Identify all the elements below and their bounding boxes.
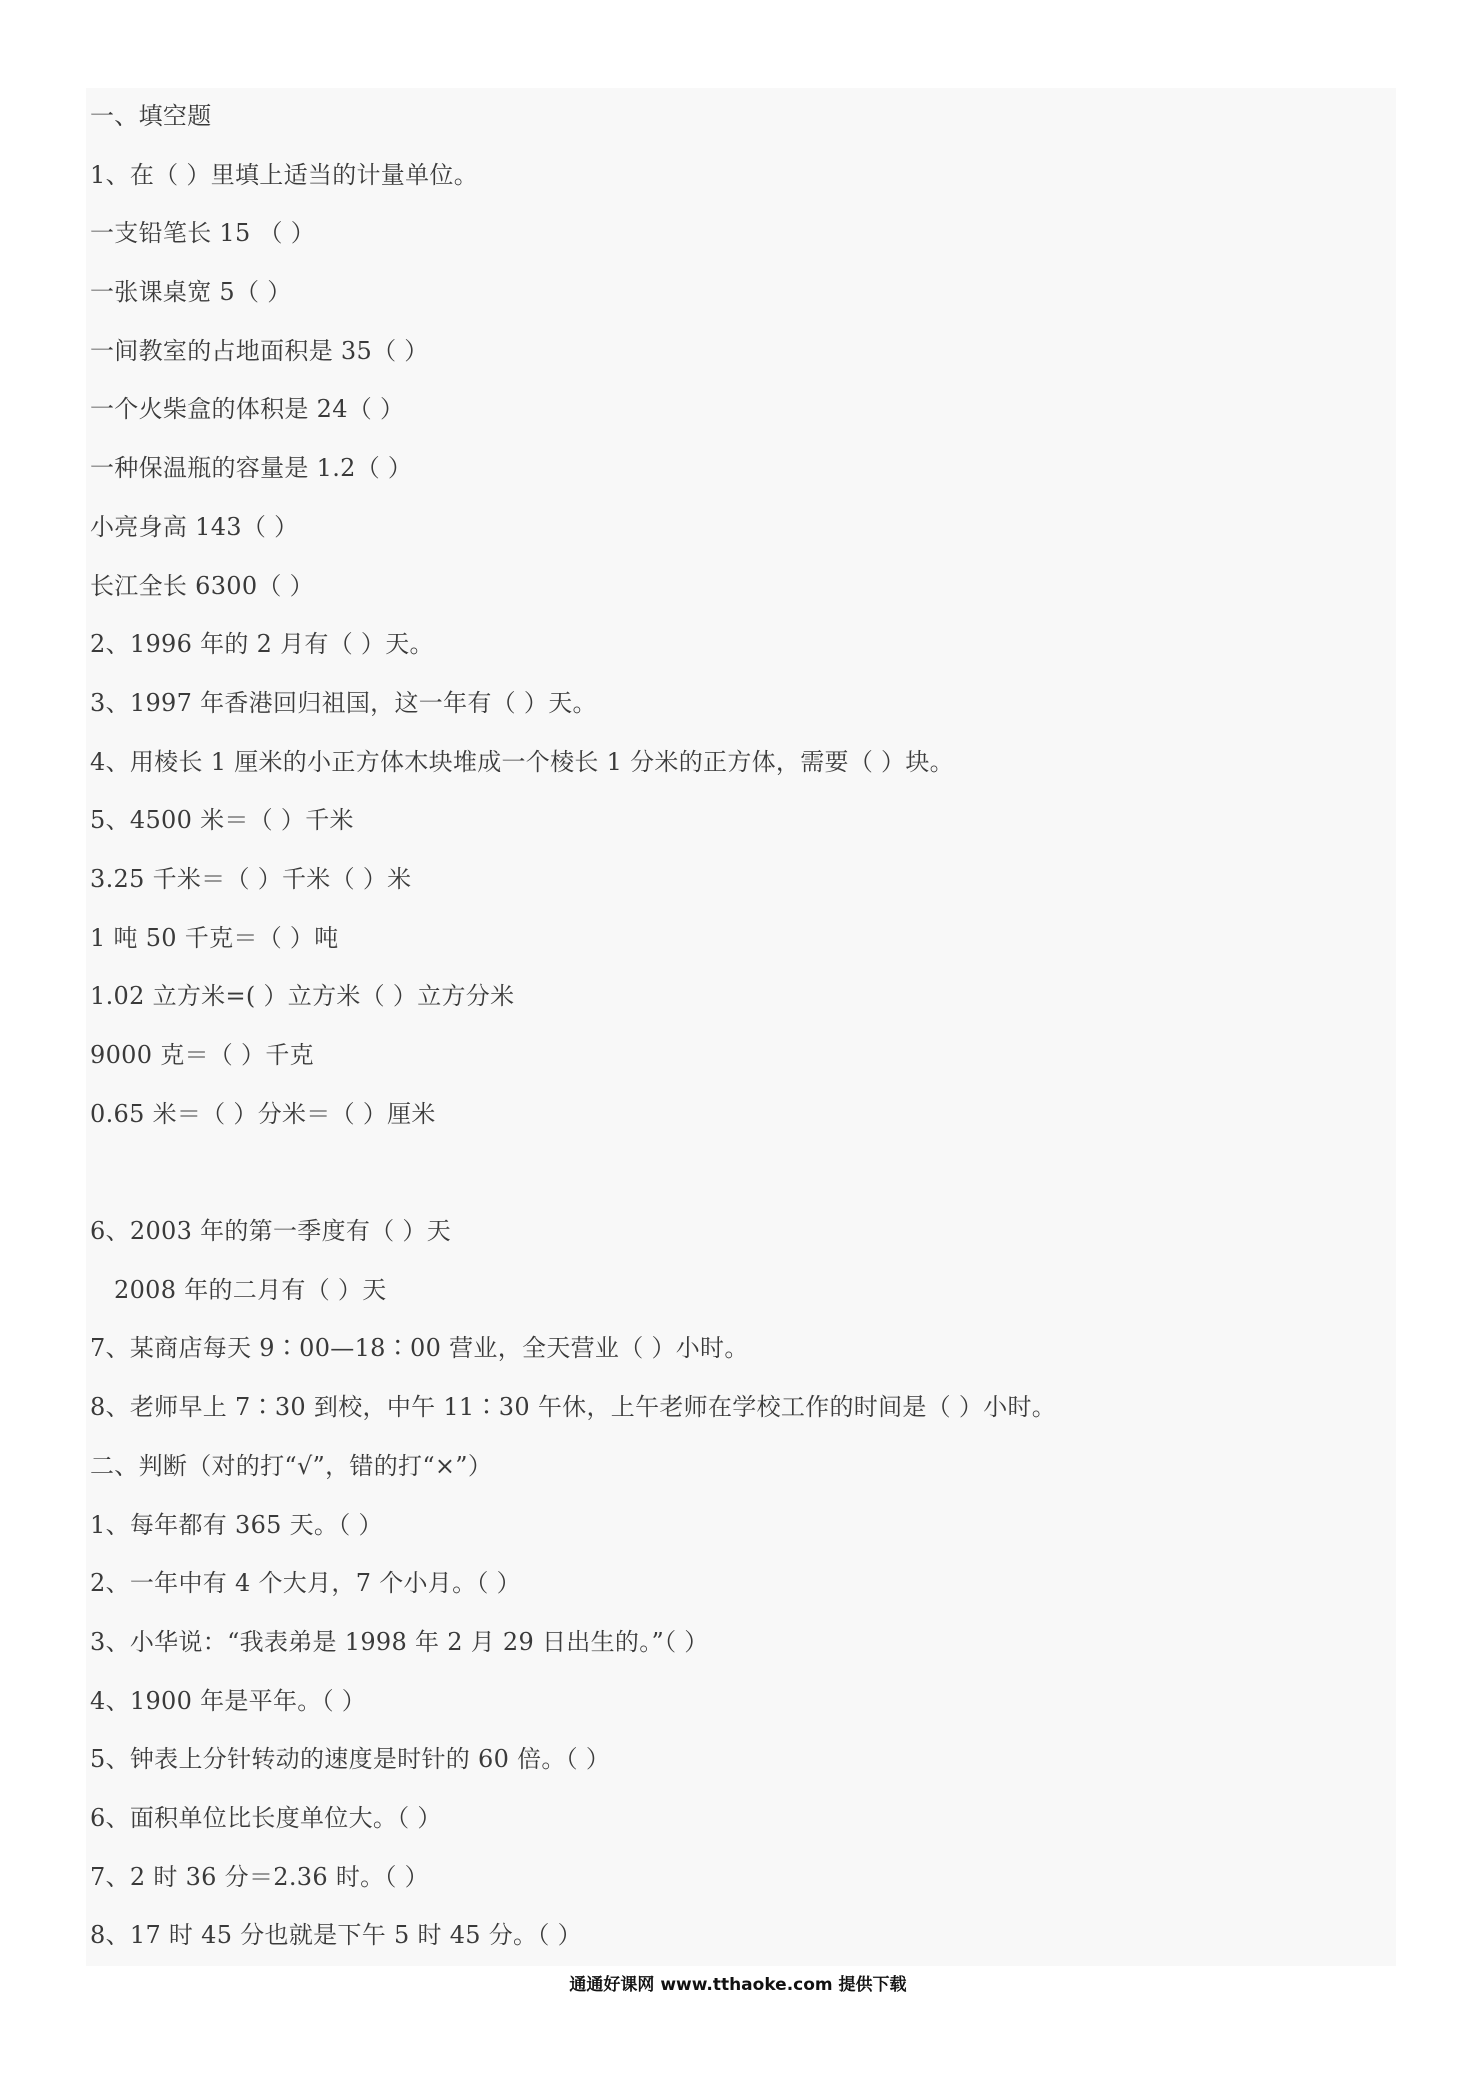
question-5-item-5: 9000 克＝（ ）千克 (90, 1041, 314, 1069)
question-7: 7、某商店每天 9∶00—18∶00 营业，全天营业（ ）小时。 (90, 1334, 749, 1363)
question-1-item-pencil: 一支铅笔长 15 （ ） (90, 219, 316, 248)
judgement-8: 8、17 时 45 分也就是下午 5 时 45 分。（ ） (90, 1921, 582, 1950)
judgement-7: 7、2 时 36 分＝2.36 时。（ ） (90, 1862, 429, 1891)
section-heading-true-false: 二、判断（对的打“√”，错的打“×”） (90, 1451, 493, 1480)
question-1-item-classroom: 一间教室的占地面积是 35（ ） (90, 336, 429, 365)
question-5-item-2: 3.25 千米＝（ ）千米（ ）米 (90, 864, 412, 893)
judgement-5: 5、钟表上分针转动的速度是时针的 60 倍。（ ） (90, 1745, 611, 1774)
question-5-item-1: 5、4500 米＝（ ）千米 (90, 806, 354, 835)
question-6-item-1: 6、2003 年的第一季度有（ ）天 (90, 1217, 452, 1246)
judgement-3: 3、小华说：“我表弟是 1998 年 2 月 29 日出生的。”（ ） (90, 1627, 709, 1656)
question-1-item-thermos: 一种保温瓶的容量是 1.2（ ） (90, 454, 413, 483)
blank-line (90, 1152, 1370, 1211)
judgement-1: 1、每年都有 365 天。（ ） (90, 1510, 383, 1539)
question-4: 4、用棱长 1 厘米的小正方体木块堆成一个棱长 1 分米的正方体，需要（ ）块。 (90, 747, 954, 776)
section-heading-fill-in: 一、填空题 (90, 102, 212, 130)
question-5-item-4: 1.02 立方米=( ）立方米（ ）立方分米 (90, 982, 515, 1011)
question-1-item-desk: 一张课桌宽 5（ ） (90, 278, 292, 307)
question-1-prompt: 1、在（ ）里填上适当的计量单位。 (90, 160, 478, 189)
question-1-item-yangtze: 长江全长 6300（ ） (90, 571, 314, 600)
question-2: 2、1996 年的 2 月有（ ）天。 (90, 630, 434, 659)
judgement-2: 2、一年中有 4 个大月，7 个小月。（ ） (90, 1569, 521, 1598)
judgement-6: 6、面积单位比长度单位大。（ ） (90, 1803, 442, 1832)
question-5-item-6: 0.65 米＝（ ）分米＝（ ）厘米 (90, 1099, 436, 1128)
question-3: 3、1997 年香港回归祖国，这一年有（ ）天。 (90, 688, 597, 717)
question-5-item-3: 1 吨 50 千克＝（ ）吨 (90, 923, 339, 952)
question-1-item-height: 小亮身高 143（ ） (90, 512, 299, 541)
judgement-4: 4、1900 年是平年。（ ） (90, 1686, 367, 1715)
worksheet-content (90, 96, 1370, 1974)
page-footer: 通通好课网 www.tthaoke.com 提供下载 (569, 1975, 907, 1995)
question-8: 8、老师早上 7∶30 到校，中午 11∶30 午休，上午老师在学校工作的时间是（ ）小时。 (90, 1393, 1057, 1422)
question-6-item-2: 2008 年的二月有（ ）天 (114, 1275, 387, 1304)
question-1-item-matchbox: 一个火柴盒的体积是 24（ ） (90, 395, 405, 424)
